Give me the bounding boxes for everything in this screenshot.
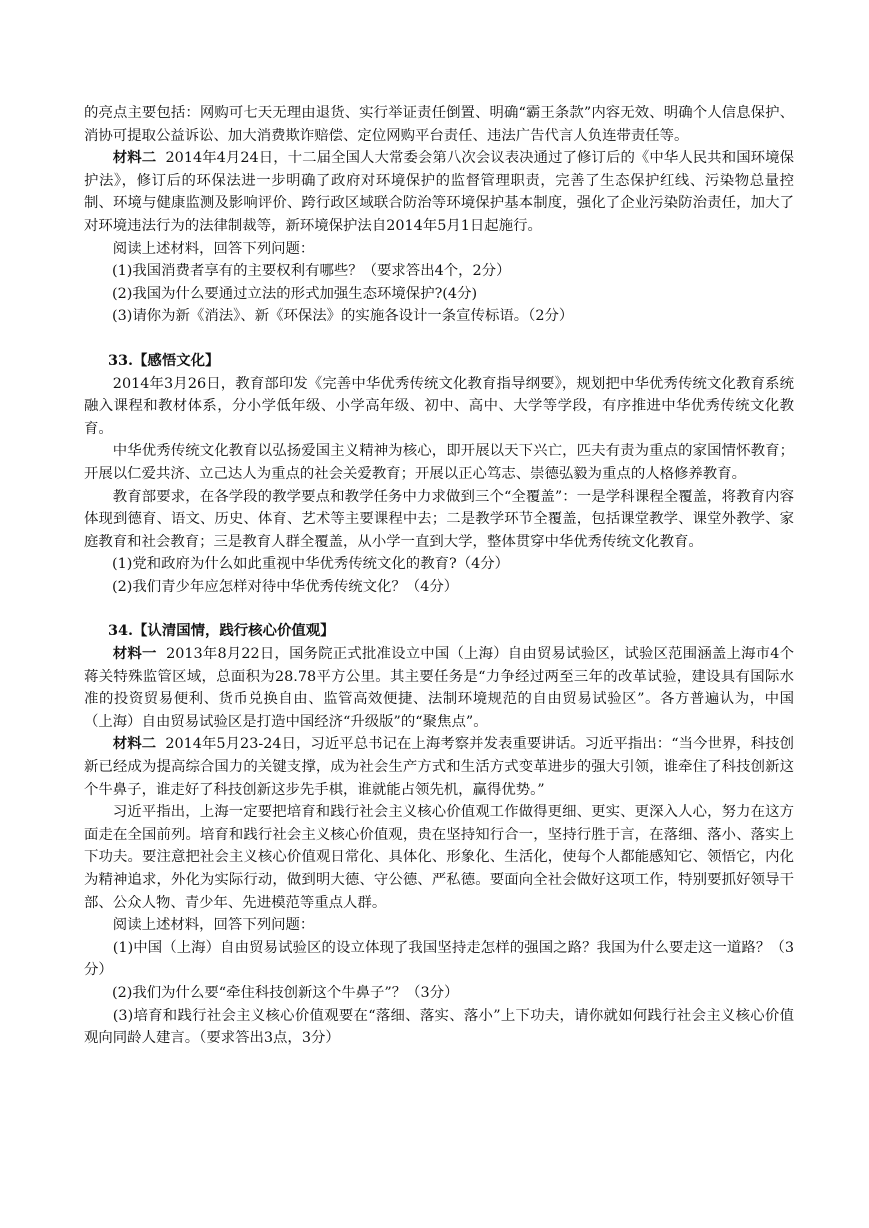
q33-paragraph-2: 中华优秀传统文化教育以弘扬爱国主义精神为核心，即开展以天下兴亡，匹夫有责为重点的家国情怀教育；开展以仁爱共济、立己达人为重点的社会关爱教育；开展以正心笃志、崇德弘毅为重点的人格修养教育。 <box>84 443 794 482</box>
q33-paragraph-3: 教育部要求，在各学段的教学要点和教学任务中力求做到三个“全覆盖”：一是学科课程全覆盖，将教育内容体现到德育、语文、历史、体育、艺术等主要课程中去；二是教学环节全覆盖，包括课堂教学、课堂外教学、家庭教育和社会教育；三是教育人群全覆盖，从小学一直到大学，整体贯穿中华优秀传统文化教育。 <box>84 488 794 550</box>
q32-question-1: (1)我国消费者享有的主要权利有哪些？（要求答出4个，2分） <box>112 263 511 280</box>
q32-question-2: (2)我国为什么要通过立法的形式加强生态环境保护?(4分) <box>112 285 478 302</box>
q34-material2-label: 材料二 <box>112 735 157 753</box>
q32-material2-label: 材料二 <box>112 149 157 167</box>
q34-material1-text: 2013年8月22日，国务院正式批准设立中国（上海）自由贸易试验区，试验区范围涵盖上海市4个蒋关特殊监管区域，总面积为28.78平方公里。其主要任务是“力争经过两至三年的改革试验，建设具有国际水准的投资贸易便利、货币兑换自由、监管高效便捷、法制环境规范的自由贸易试验区”。各方普遍认为，中国（上海）自由贸易试验区是打造中国经济“升级版”的“聚焦点”。 <box>84 646 794 730</box>
q33-title: 33.【感悟文化】 <box>108 351 220 369</box>
document-page <box>84 102 794 1050</box>
q34-question-1: (1)中国（上海）自由贸易试验区的设立体现了我国坚持走怎样的强国之路？我国为什么要走这一道路？（3分） <box>84 939 794 979</box>
q34-paragraph: 习近平指出，上海一定要把培育和践行社会主义核心价值观工作做得更细、更实、更深入人心，努力在这方面走在全国前列。培育和践行社会主义核心价值观，贵在坚持知行合一，坚持行胜于言，在落细、落小、落实上下功夫。要注意把社会主义核心价值观日常化、具体化、形象化、生活化，使每个人都能感知它、领悟它，内化为精神追求，外化为实际行动，做到明大德、守公德、严私德。要面向全社会做好这项工作，特别要抓好领导干部、公众人物、青少年、先进模范等重点人群。 <box>84 804 794 911</box>
q34-question-3: (3)培育和践行社会主义核心价值观要在“落细、落实、落小”上下功夫，请你就如何践行社会主义核心价值观向同龄人建言。（要求答出3点，3分） <box>84 1007 794 1047</box>
q32-material2-text: 2014年4月24日，十二届全国人大常委会第八次会议表决通过了修订后的《中华人民共和国环境保护法》，修订后的环保法进一步明确了政府对环境保护的监督管理职责，完善了生态保护红线、污染物总量控制、环境与健康监测及影响评价、跨行政区域联合防治等环境保护基本制度，强化了企业污染防治责任，加大了对环境违法行为的法律制裁等，新环境保护法自2014年5月1日起施行。 <box>84 150 794 234</box>
q34-prompt: 阅读上述材料，回答下列问题： <box>112 917 315 934</box>
q34-material2 <box>84 733 794 801</box>
q32-material2 <box>84 147 794 237</box>
q33-question-1: (1)党和政府为什么如此重视中华优秀传统文化的教育?（4分） <box>112 556 510 573</box>
q33-question-2: (2)我们青少年应怎样对待中华优秀传统文化？（4分） <box>112 578 459 595</box>
intro-paragraph: 的亮点主要包括：网购可七天无理由退货、实行举证责任倒置、明确“霸王条款”内容无效、明确个人信息保护、消协可提取公益诉讼、加大消费欺诈赔偿、定位网购平台责任、违法广告代言人负连带责任等。 <box>84 105 794 144</box>
q32-prompt: 阅读上述材料，回答下列问题： <box>112 240 315 257</box>
q33-paragraph-1: 2014年3月26日，教育部印发《完善中华优秀传统文化教育指导纲要》，规划把中华优秀传统文化教育系统融入课程和教材体系，分小学低年级、小学高年级、初中、高中、大学等学段，有序推进中华优秀传统文化教育。 <box>84 375 794 437</box>
q34-material1 <box>84 643 794 733</box>
q34-material2-text: 2014年5月23-24日，习近平总书记在上海考察并发表重要讲话。习近平指出：“当今世界，科技创新已经成为提高综合国力的关键支撑，成为社会生产方式和生活方式变革进步的强大引领，谁牵住了科技创新这个牛鼻子，谁走好了科技创新这步先手棋，谁就能占领先机，赢得优势。” <box>84 736 794 798</box>
q32-question-3: (3)请你为新《消法》、新《环保法》的实施各设计一条宣传标语。（2分） <box>112 308 574 325</box>
q34-material1-label: 材料一 <box>112 645 157 663</box>
q34-title: 34.【认清国情，践行核心价值观】 <box>108 622 335 640</box>
q34-question-2: (2)我们为什么要“牵住科技创新这个牛鼻子”？（3分） <box>112 984 459 1001</box>
